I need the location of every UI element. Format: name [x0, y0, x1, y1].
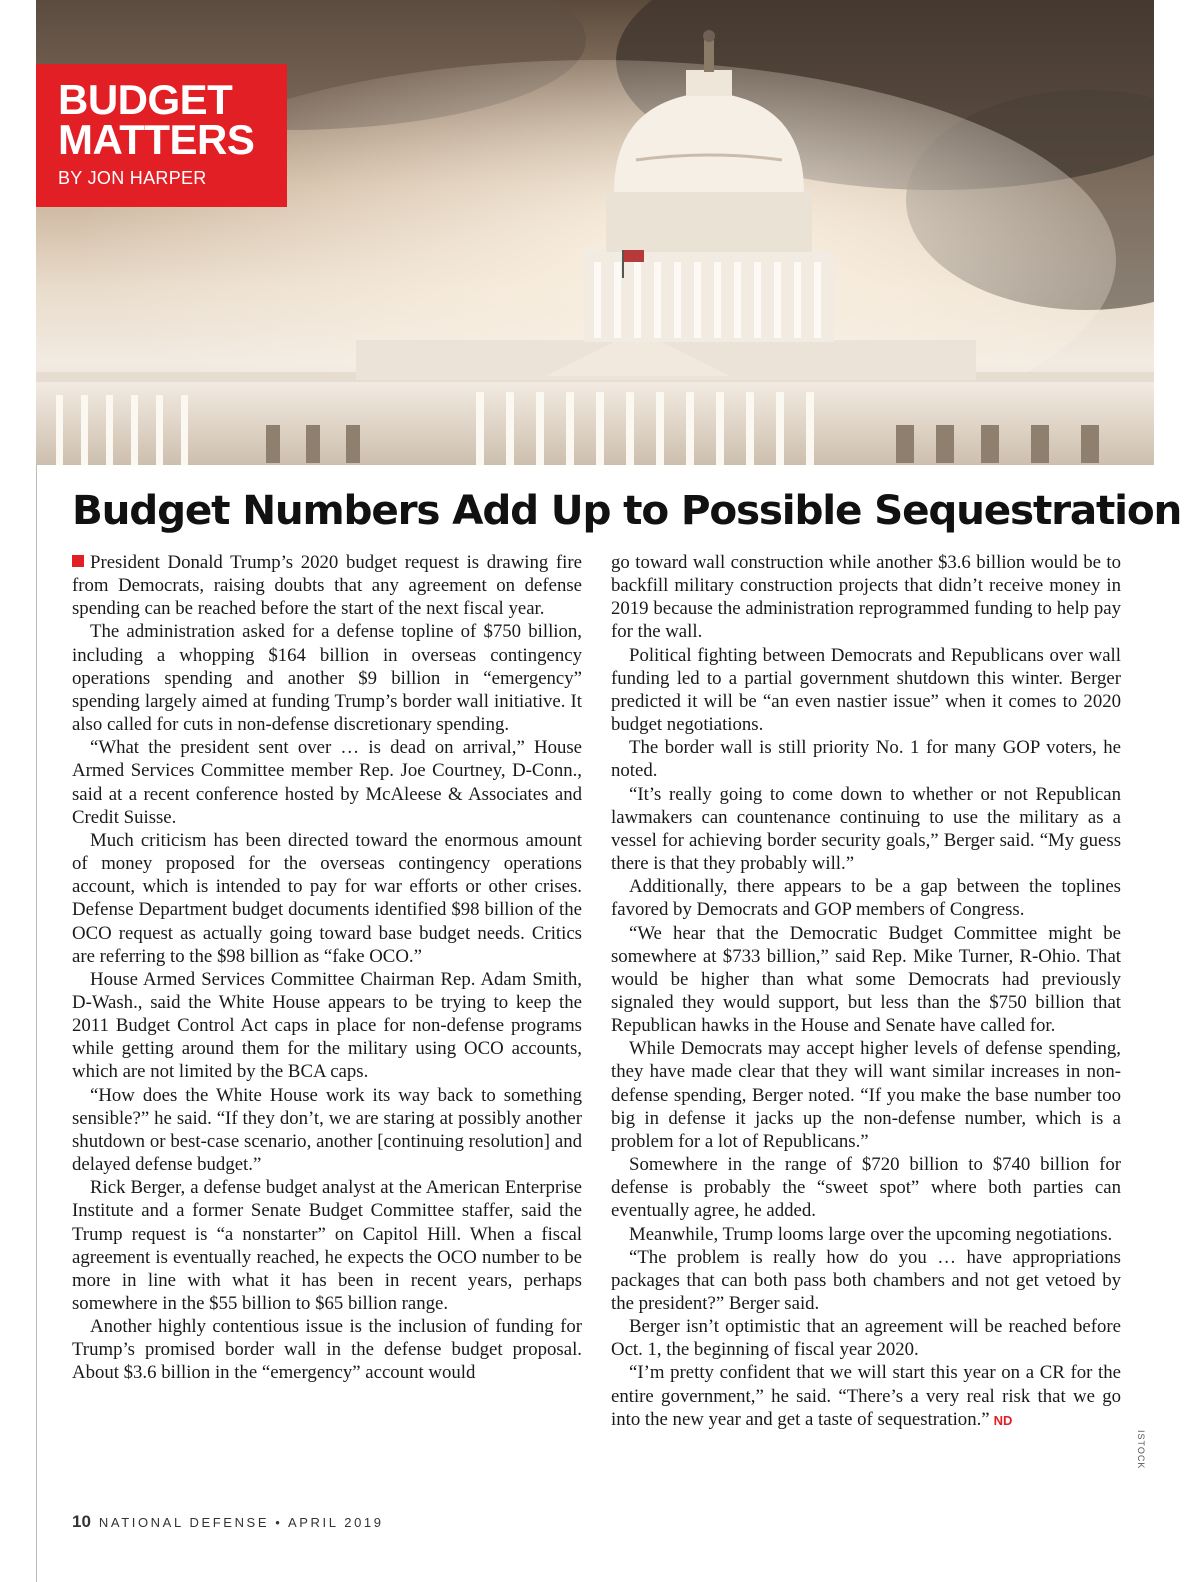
paragraph: “It’s really going to come down to whether or not Republican lawmakers can countenance continuing to use the military as a vessel for achieving border security goals,” Berger said. “My guess there is that they probably will.” [611, 783, 1121, 875]
paragraph: Political fighting between Democrats and Republicans over wall funding led to a partial government shutdown this winter. Berger predicted it will be “an even nastier issue” when it comes to 2020 budget negotiations. [611, 644, 1121, 736]
paragraph: The administration asked for a defense topline of $750 billion, including a whopping $164 billion in overseas contingency operations spending and another $9 billion in “emergency” spending largely aimed at funding Trump’s border wall initiative. It also called for cuts in non-defense discretionary spending. [72, 621, 582, 736]
paragraph: “How does the White House work its way back to something sensible?” he said. “If they don’t, we are staring at possibly another shutdown or best-case scenario, another [continuing resolution] and delayed defense budget.” [72, 1084, 582, 1176]
paragraph: House Armed Services Committee Chairman Rep. Adam Smith, D-Wash., said the White House appears to be trying to keep the 2011 Budget Control Act caps in place for non-defense programs while getting around them for the military using OCO accounts, which are not limited by the BCA caps. [72, 968, 582, 1083]
article-column-left [72, 551, 582, 1385]
byline: BY JON HARPER [58, 168, 207, 188]
paragraph: “The problem is really how do you … have appropriations packages that can both pass both chambers and not get vetoed by the president?” Berger said. [611, 1246, 1121, 1314]
paragraph: Somewhere in the range of $720 billion to $740 billion for defense is probably the “sweet spot” where both parties can eventually agree, he added. [611, 1154, 1121, 1222]
paragraph: Much criticism has been directed toward the enormous amount of money proposed for the overseas contingency operations account, which is intended to pay for war efforts or other crises. Defense Department budget documents identified $98 billion of the OCO request as actually going toward base budget needs. Critics are referring to the $98 billion as “fake OCO.” [72, 829, 582, 967]
end-mark: ND [993, 1412, 1013, 1428]
paragraph: The border wall is still priority No. 1 for many GOP voters, he noted. [611, 737, 1121, 782]
section-title-line-2: MATTERS [58, 116, 255, 163]
photo-credit: ISTOCK [1136, 1430, 1146, 1470]
paragraph: “I’m pretty confident that we will start this year on a CR for the entire government,” he said. “There’s a very real risk that we go into the new year and get a taste of sequestration.” ND [611, 1362, 1121, 1430]
paragraph: go toward wall construction while another $3.6 billion would be to backfill military construction projects that didn’t receive money in 2019 because the administration reprogrammed funding to help pay for the wall. [611, 552, 1121, 643]
paragraph: Berger isn’t optimistic that an agreement will be reached before Oct. 1, the beginning of fiscal year 2020. [611, 1316, 1121, 1361]
article-column-right [611, 551, 1121, 1432]
page-footer [72, 1512, 384, 1532]
section-tag [36, 64, 287, 207]
paragraph: While Democrats may accept higher levels of defense spending, they have made clear that they will want similar increases in non-defense spending, Berger noted. “If you make the base number too big in defense it jacks up the non-defense number, which is a problem for a lot of Republicans.” [611, 1038, 1121, 1152]
paragraph: Additionally, there appears to be a gap between the toplines favored by Democrats and GOP members of Congress. [611, 876, 1121, 921]
paragraph: Rick Berger, a defense budget analyst at the American Enterprise Institute and a former Senate Budget Committee staffer, said the Trump request is “a nonstarter” on Capitol Hill. When a fiscal agreement is eventually reached, he expects the OCO number to be more in line with what it has been in recent years, perhaps somewhere in the $55 billion to $65 billion range. [72, 1177, 582, 1314]
publication-info: NATIONAL DEFENSE • APRIL 2019 [98, 1515, 384, 1530]
margin-rule [36, 464, 37, 1582]
paragraph: Another highly contentious issue is the inclusion of funding for Trump’s promised border wall in the defense budget proposal. About $3.6 billion in the “emergency” account would [72, 1316, 582, 1384]
paragraph: “What the president sent over … is dead on arrival,” House Armed Services Committee member Rep. Joe Courtney, D-Conn., said at a recent conference hosted by McAleese & Associates and Credit Suisse. [72, 737, 582, 828]
page-number: 10 [72, 1512, 91, 1531]
article-headline: Budget Numbers Add Up to Possible Sequestration [72, 486, 1182, 534]
paragraph: Meanwhile, Trump looms large over the upcoming negotiations. [629, 1223, 1113, 1245]
section-title-line-1: BUDGET [58, 76, 233, 123]
red-square-marker [72, 555, 84, 567]
paragraph: “We hear that the Democratic Budget Committee might be somewhere at $733 billion,” said Rep. Mike Turner, R-Ohio. That would be higher than what some Democrats had previously signaled they would support, but less than the $750 billion that Republican hawks in the House and Senate have called for. [611, 922, 1121, 1037]
paragraph: President Donald Trump’s 2020 budget request is drawing fire from Democrats, raising doubts that any agreement on defense spending can be reached before the start of the next fiscal year. [72, 552, 582, 620]
